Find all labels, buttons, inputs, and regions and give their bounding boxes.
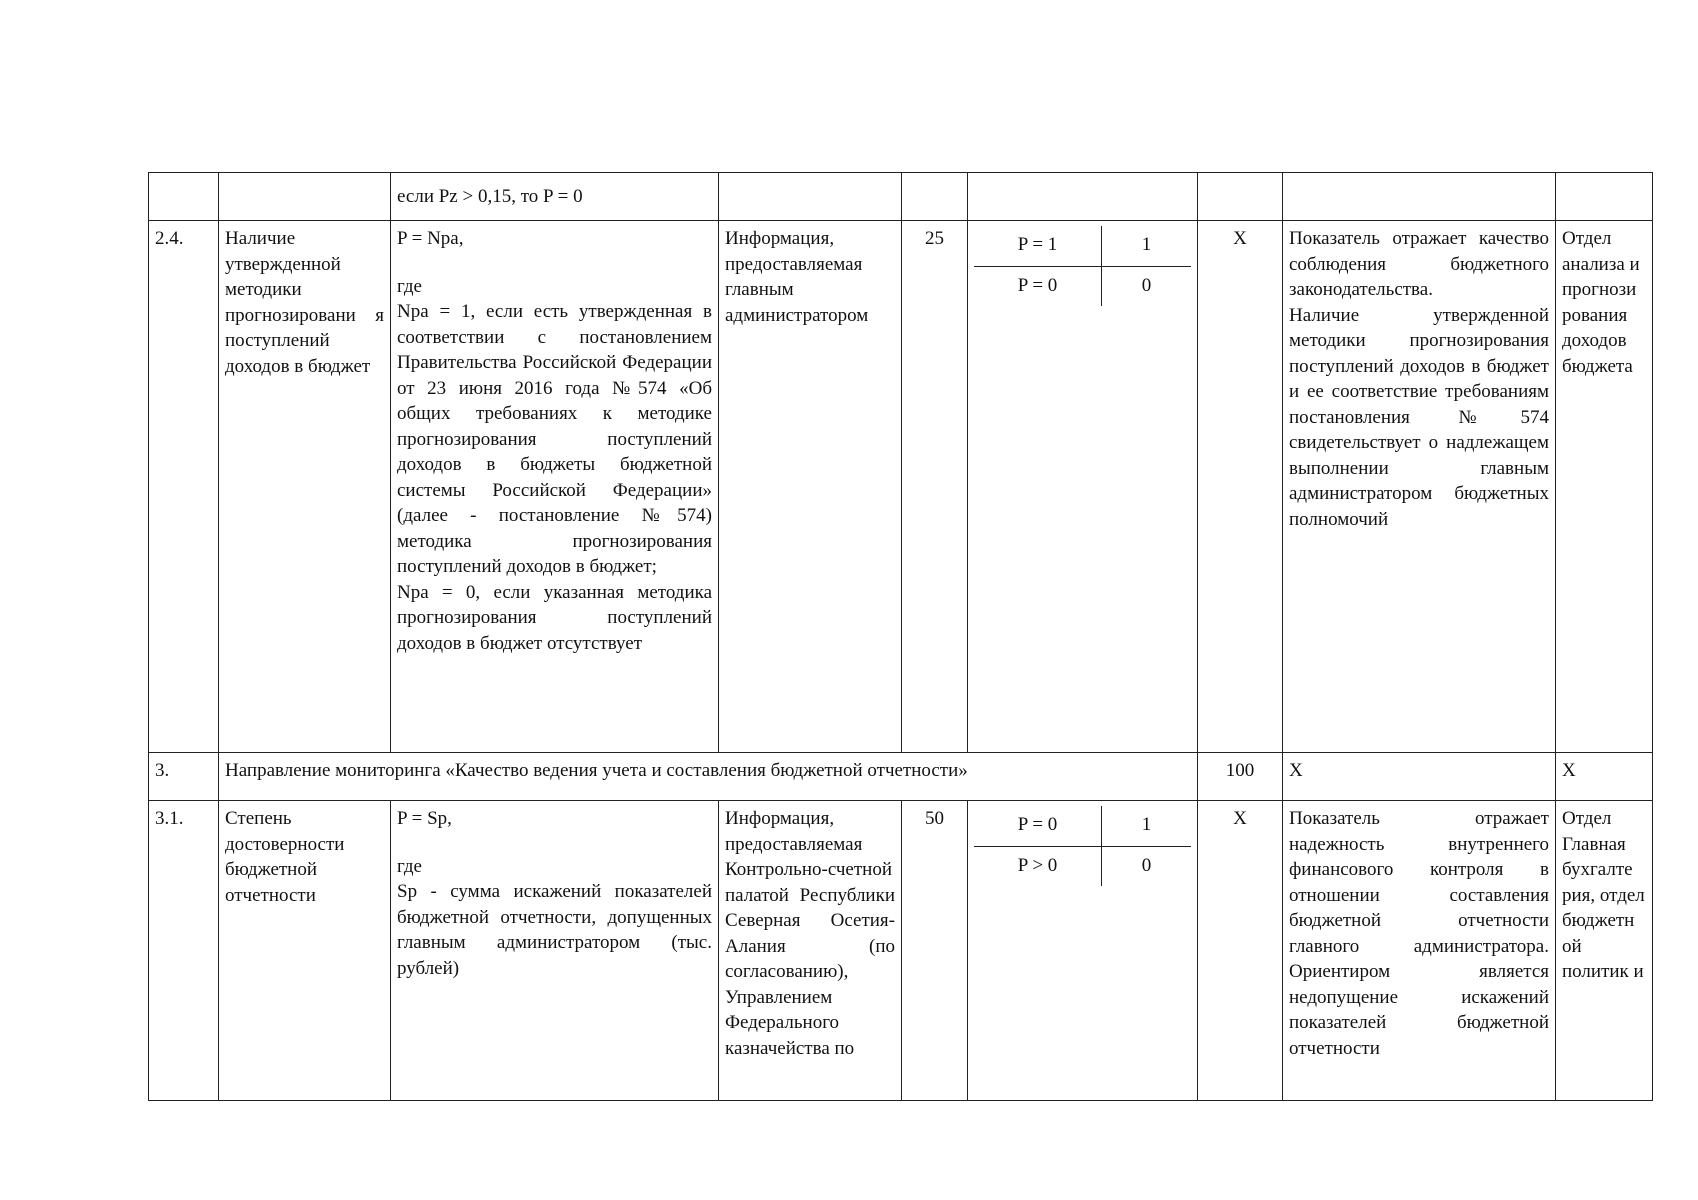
formula-definition-2: Npa = 0, если указанная методика прогнозирования поступлений доходов в бюджет отсутствует (397, 581, 712, 654)
table-row-3-1 (149, 801, 1653, 1101)
row-number: 3. (149, 753, 219, 801)
weight-value: 25 (902, 221, 968, 753)
cell-dept (1556, 173, 1653, 221)
formula-where: где (397, 855, 422, 877)
indicator-name: Степень достоверности бюджетной отчетности (219, 801, 391, 1101)
formula-where: где (397, 275, 422, 297)
cell-conditions (968, 173, 1198, 221)
score-1: 1 (1141, 814, 1152, 835)
cell-weight (902, 173, 968, 221)
indicator-name: Наличие утвержденной методики прогнозировани я поступлений доходов в бюджет (219, 221, 391, 753)
data-source: Информация, предоставляемая главным администратором (719, 221, 902, 753)
score-1: 1 (1141, 234, 1152, 255)
row-number: 2.4. (149, 221, 219, 753)
row-number: 3.1. (149, 801, 219, 1101)
formula-text: если Pz > 0,15, то P = 0 (397, 186, 583, 207)
responsible-dept: Отдел анализа и прогнози рования доходов бюджета (1556, 221, 1653, 753)
formula-line: P = Npa, (397, 228, 464, 249)
formula-cell (391, 221, 719, 753)
weight-value: 50 (902, 801, 968, 1101)
x-mark: Х (1198, 801, 1283, 1101)
comment-cell (1283, 221, 1556, 753)
cell-source (719, 173, 902, 221)
cell-x (1198, 173, 1283, 221)
condition-2: P > 0 (974, 847, 1102, 887)
data-source: Информация, предоставляемая Контрольно-счетной палатой Республики Северная Осетия-Алания (по согласованию), Управлением Федерального казначейства по (719, 801, 902, 1101)
cell-name (219, 173, 391, 221)
formula-definition: Sp - сумма искажений показателей бюджетной отчетности, допущенных главным администратором (тыс. рублей) (397, 881, 712, 979)
condition-1: P = 0 (974, 806, 1102, 846)
formula-definition-1: Npa = 1, если есть утвержденная в соответствии с постановлением Правительства Российской Федерации от 23 июня 2016 года №574 «Об общих требованиях к методике прогнозирования поступлений доходов в бюджеты бюджетной системы Российской Федерации» (далее - постановление №574) методика прогнозирования поступлений доходов в бюджет; (397, 301, 712, 577)
comment-part-1: Показатель отражает качество соблюдения бюджетного законодательства. (1289, 228, 1549, 300)
condition-1: P = 1 (974, 226, 1102, 266)
comment-part-2: Наличие утвержденной методики прогнозирования поступлений доходов в бюджет и ее соответствие требованиям постановления №574 свидетельствует о надлежащем выполнении главным администратором бюджетных полномочий (1289, 304, 1549, 530)
formula-cell (391, 801, 719, 1101)
monitoring-table (148, 172, 1653, 1101)
table-row-2-4 (149, 221, 1653, 753)
cell-comment (1283, 173, 1556, 221)
x-mark: Х (1198, 221, 1283, 753)
score-2: 0 (1141, 274, 1152, 296)
section-weight: 100 (1198, 753, 1283, 801)
cell-formula (391, 173, 719, 221)
comment-cell: Показатель отражает надежность внутреннего финансового контроля в отношении составления бюджетной отчетности главного администратора. Ориентиром является недопущение искажений показателей бюджетной отчетности (1283, 801, 1556, 1101)
responsible-dept: Отдел Главная бухгалте рия, отдел бюджетн ой политик и (1556, 801, 1653, 1101)
cell-num (149, 173, 219, 221)
conditions-cell (968, 801, 1198, 1101)
formula-line: P = Sp, (397, 808, 452, 829)
x-mark: Х (1556, 753, 1653, 801)
table-row-continuation (149, 173, 1653, 221)
x-mark: Х (1283, 753, 1556, 801)
section-title: Направление мониторинга «Качество ведения учета и составления бюджетной отчетности» (219, 753, 1198, 801)
condition-2: P = 0 (974, 267, 1102, 307)
score-2: 0 (1141, 854, 1152, 876)
table-row-3 (149, 753, 1653, 801)
conditions-cell (968, 221, 1198, 753)
